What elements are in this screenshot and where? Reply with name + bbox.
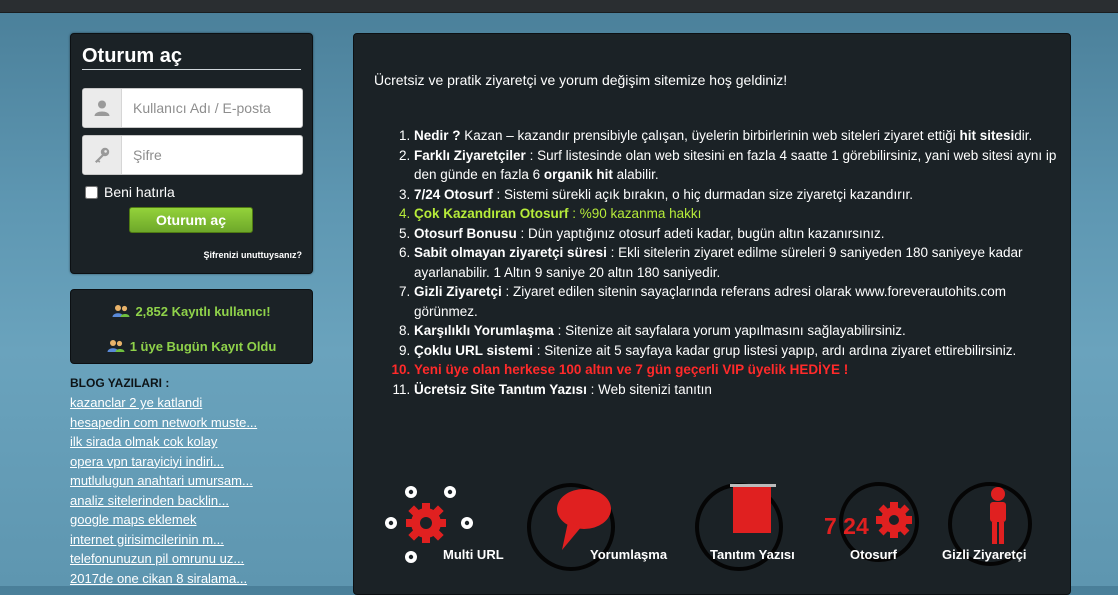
login-button[interactable]: Oturum aç [129, 207, 253, 233]
feature-title: Nedir ? [414, 128, 461, 143]
comments-feature[interactable] [526, 482, 681, 577]
feature-item [414, 321, 1064, 341]
list-item [70, 511, 257, 531]
list-item [70, 492, 257, 512]
hidden-visitor-feature[interactable] [942, 482, 1067, 577]
feature-text: Yeni üye olan herkese 100 altın ve 7 gün geçerli VIP üyelik HEDİYE ! [414, 362, 849, 377]
feature-item [414, 204, 1064, 224]
username-field[interactable] [82, 88, 303, 128]
blog-list [70, 394, 257, 589]
feature-item [414, 146, 1064, 185]
blog-link[interactable]: 2017de one cikan 8 siralama... [70, 570, 248, 586]
blog-link[interactable]: telefonunuzun pil omrunu uz... [70, 551, 245, 566]
list-item [70, 453, 257, 473]
promo-label: Tanıtım Yazısı [710, 547, 795, 562]
feature-text: : Web sitenizi tanıtın [586, 381, 712, 397]
multi-url-label: Multi URL [443, 547, 504, 562]
feature-text: Kazan – kazandır prensibiyle çalışan, üyelerin birbirlerinin web siteleri ziyaret ettiği [460, 128, 960, 143]
list-item [70, 472, 257, 492]
feature-item [414, 360, 1064, 380]
feature-item [414, 380, 1064, 400]
feature-text: : Sitenize ait sayfalara yorum yapılmasını sağlayabilirsiniz. [553, 323, 906, 338]
feature-text: : Sitenize ait 5 sayfaya kadar grup listesi yapıp, ardı ardına ziyaret ettirebilirsiniz. [533, 342, 1017, 358]
blog-link[interactable]: analiz sitelerinden backlin... [70, 492, 229, 508]
feature-text: : Sistemi sürekli açık bırakın, o hiç durmadan size ziyaretçi kazandırır. [492, 186, 913, 202]
username-input[interactable] [133, 89, 293, 127]
password-input[interactable] [133, 136, 293, 174]
autosurf-feature[interactable] [824, 482, 944, 577]
feature-text: : Ziyaret edilen sitenin sayaçlarında referans adresi olarak www.foreverautohits.com görünmez. [414, 284, 1007, 319]
login-title: Oturum aç [82, 45, 183, 67]
feature-text: : %90 kazanma hakkı [568, 206, 702, 221]
feature-title: Karşılıklı Yorumlaşma [414, 323, 554, 338]
key-icon [83, 136, 122, 174]
remember-label: Beni hatırla [104, 184, 175, 200]
stats-panel [70, 289, 313, 364]
feature-text: : Ekli sitelerin ziyaret edilme süreleri 9 saniyeden 180 saniyeye kadar ayarlanabilir. 1 Altın 9 saniye 20 altın 180 saniyedir. [414, 245, 1023, 280]
feature-text: alabilir. [612, 167, 659, 182]
hidden-visitor-label: Gizli Ziyaretçi [942, 547, 1027, 562]
autosurf-label: Otosurf [850, 547, 897, 562]
users-icon [107, 339, 125, 353]
feature-title: Ücretsiz Site Tanıtım Yazısı [414, 381, 587, 397]
login-panel [70, 33, 313, 274]
list-item [70, 550, 257, 570]
comments-label: Yorumlaşma [590, 547, 668, 562]
today-registrations-text: 1 üye Bugün Kayıt Oldu [129, 338, 277, 354]
feature-text: : Dün yaptığınız otosurf adeti kadar, bugün altın kazanırsınız. [516, 225, 885, 241]
feature-text: dir. [1014, 128, 1033, 143]
blog-link[interactable]: internet girisimcilerinin m... [70, 531, 224, 547]
forgot-password-link[interactable]: Şifrenizi unuttuysanız? [203, 250, 302, 260]
feature-title: Gizli Ziyaretçi [414, 284, 502, 299]
autosurf-badge: 7 24 [824, 513, 869, 539]
list-item [70, 531, 257, 551]
feature-title: Otosurf Bonusu [414, 225, 517, 241]
feature-bold: hit sitesi [959, 128, 1015, 143]
blog-link[interactable]: hesapedin com network muste... [70, 414, 258, 430]
feature-bold: organik hit [543, 167, 613, 182]
list-item [70, 570, 257, 590]
feature-title: Farklı Ziyaretçiler [414, 147, 526, 163]
promo-feature[interactable] [694, 482, 814, 577]
login-title-divider [82, 69, 301, 70]
feature-title: 7/24 Otosurf [414, 186, 493, 202]
feature-item [414, 243, 1064, 282]
list-item [70, 414, 257, 434]
blog-link[interactable]: ilk sirada olmak cok kolay [70, 434, 218, 449]
feature-item [414, 185, 1064, 205]
feature-item [414, 224, 1064, 244]
users-icon [112, 304, 130, 318]
blog-link[interactable]: mutlulugun anahtari umursam... [70, 473, 253, 488]
list-item [70, 394, 257, 414]
registered-users-text: 2,852 Kayıtlı kullanıcı! [135, 303, 271, 319]
feature-text: : Surf listesinde olan web sitesini en fazla 4 saatte 1 görebilirsiniz, yani web sitesi aynı ip den günde en fazla 6 [414, 147, 1057, 182]
feature-title: Çoklu URL sistemi [414, 342, 534, 358]
password-field[interactable] [82, 135, 303, 175]
blog-title: BLOG YAZILARI : [70, 376, 170, 390]
feature-title: Sabit olmayan ziyaretçi süresi [414, 245, 607, 260]
remember-me[interactable] [85, 184, 175, 200]
list-item [70, 433, 257, 453]
user-icon [83, 89, 122, 127]
feature-title: Çok Kazandıran Otosurf [414, 206, 569, 221]
main-panel [353, 33, 1071, 595]
registered-users-stat [71, 302, 312, 320]
remember-checkbox[interactable] [85, 186, 98, 199]
feature-list [374, 126, 1064, 399]
blog-link[interactable]: opera vpn tarayiciyi indiri... [70, 453, 224, 469]
top-bar [0, 0, 1118, 13]
today-registrations-stat [71, 337, 312, 355]
blog-link[interactable]: kazanclar 2 ye katlandi [70, 395, 203, 410]
feature-item [414, 341, 1064, 361]
blog-link[interactable]: google maps eklemek [70, 512, 197, 527]
feature-item [414, 126, 1064, 146]
feature-item [414, 282, 1064, 321]
welcome-text: Ücretsiz ve pratik ziyaretçi ve yorum değişim sitemize hoş geldiniz! [374, 72, 788, 88]
multi-url-feature[interactable] [379, 479, 514, 574]
